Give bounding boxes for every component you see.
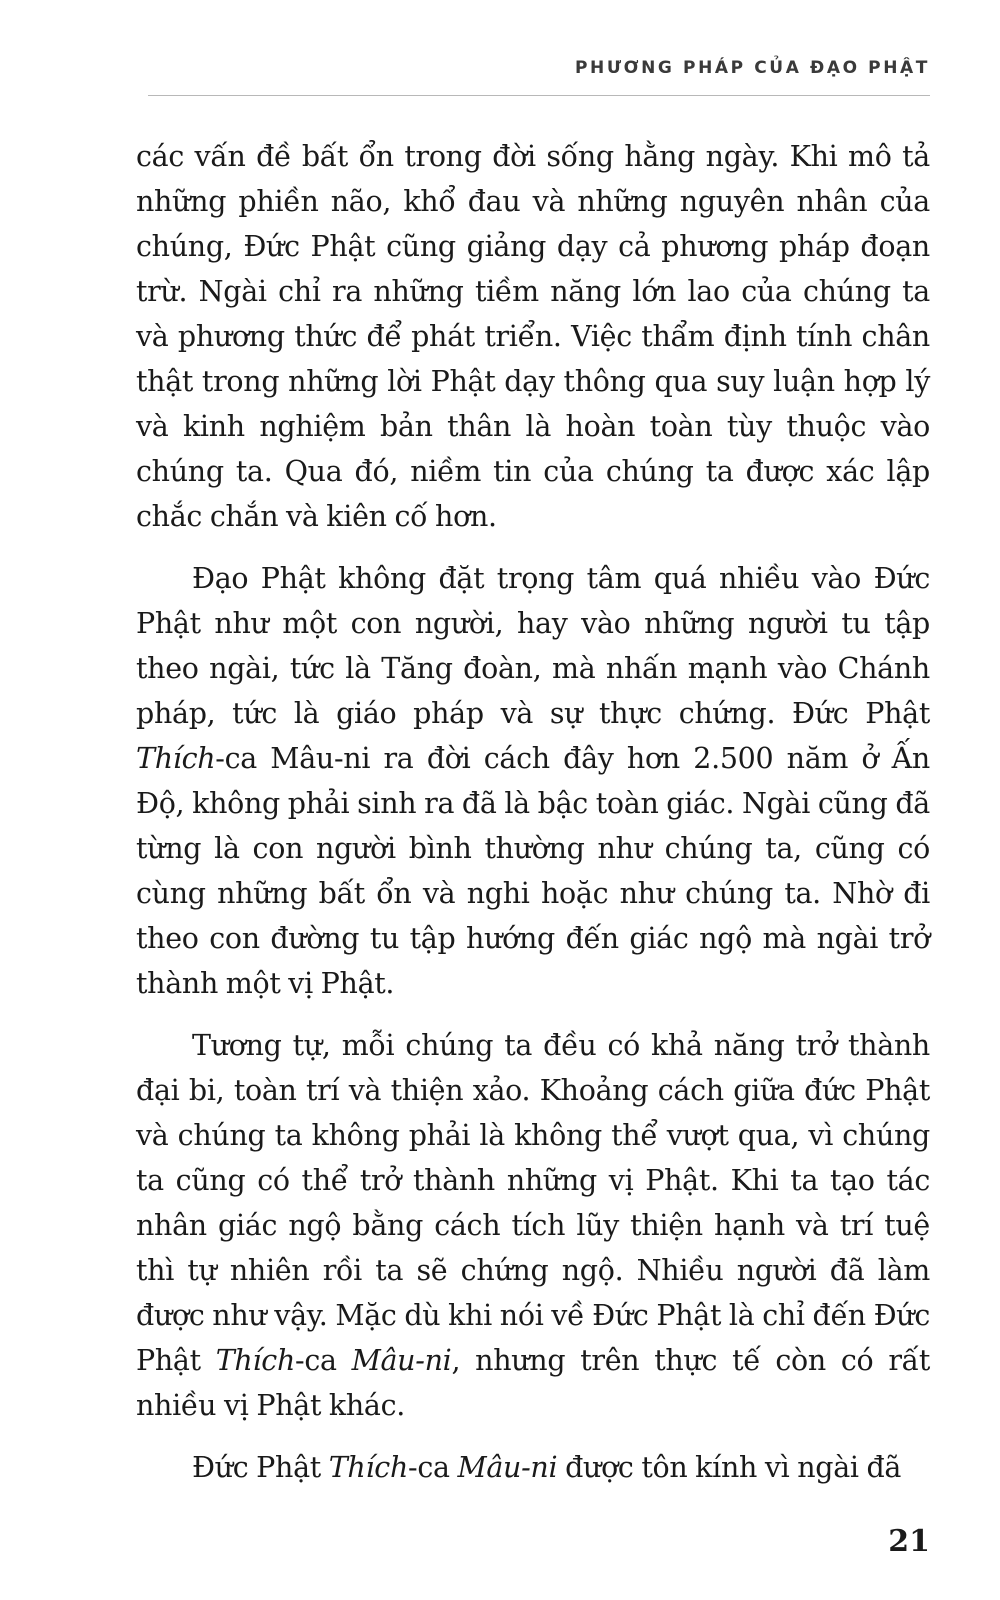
paragraph-3-italic-term-1: Thích <box>215 1344 295 1377</box>
paragraph-4 <box>136 1445 930 1490</box>
paragraph-3-text-c: , nhưng trên thực tế còn có rất nhiều vị Phật khác. <box>136 1344 930 1422</box>
header-divider <box>148 95 930 96</box>
paragraph-2 <box>136 556 930 1006</box>
page-body <box>136 134 930 1490</box>
paragraph-3-text-b: -ca <box>295 1344 352 1377</box>
paragraph-1-text: các vấn đề bất ổn trong đời sống hằng ngày. Khi mô tả những phiền não, khổ đau và những nguyên nhân của chúng, Đức Phật cũng giảng dạy cả phương pháp đoạn trừ. Ngài chỉ ra những tiềm năng lớn lao của chúng ta và phương thức để phát triển. Việc thẩm định tính chân thật trong những lời Phật dạy thông qua suy luận hợp lý và kinh nghiệm bản thân là hoàn toàn tùy thuộc vào chúng ta. Qua đó, niềm tin của chúng ta được xác lập chắc chắn và kiên cố hơn. <box>136 140 930 533</box>
paragraph-4-text-b: -ca <box>408 1451 458 1484</box>
paragraph-1 <box>136 134 930 539</box>
paragraph-3 <box>136 1023 930 1428</box>
paragraph-2-italic-term: Thích <box>136 742 216 775</box>
paragraph-4-text-c: được tôn kính vì ngài đã <box>557 1451 902 1484</box>
paragraph-4-italic-term-1: Thích <box>328 1451 409 1484</box>
page-number: 21 <box>888 1524 930 1559</box>
paragraph-2-text-a: Đạo Phật không đặt trọng tâm quá nhiều vào Đức Phật như một con người, hay vào những người tu tập theo ngài, tức là Tăng đoàn, mà nhấn mạnh vào Chánh pháp, tức là giáo pháp và sự thực chứng. Đức Phật <box>136 562 930 730</box>
paragraph-4-italic-term-2: Mâu-ni <box>457 1451 558 1484</box>
paragraph-3-text-a: Tương tự, mỗi chúng ta đều có khả năng trở thành đại bi, toàn trí và thiện xảo. Khoảng cách giữa đức Phật và chúng ta không phải là không thể vượt qua, vì chúng ta cũng có thể trở thành những vị Phật. Khi ta tạo tác nhân giác ngộ bằng cách tích lũy thiện hạnh và trí tuệ thì tự nhiên rồi ta sẽ chứng ngộ. Nhiều người đã làm được như vậy. Mặc dù khi nói về Đức Phật là chỉ đến Đức Phật <box>136 1029 930 1377</box>
paragraph-4-text-a: Đức Phật <box>192 1451 329 1484</box>
paragraph-3-italic-term-2: Mâu-ni <box>351 1344 452 1377</box>
running-header-title: PHƯƠNG PHÁP CỦA ĐẠO PHẬT <box>574 58 930 78</box>
paragraph-2-text-b: -ca Mâu-ni ra đời cách đây hơn 2.500 năm ở Ấn Độ, không phải sinh ra đã là bậc toàn giác. Ngài cũng đã từng là con người bình thường như chúng ta, cũng có cùng những bất ổn và nghi hoặc như chúng ta. Nhờ đi theo con đường tu tập hướng đến giác ngộ mà ngài trở thành một vị Phật. <box>136 742 930 1000</box>
